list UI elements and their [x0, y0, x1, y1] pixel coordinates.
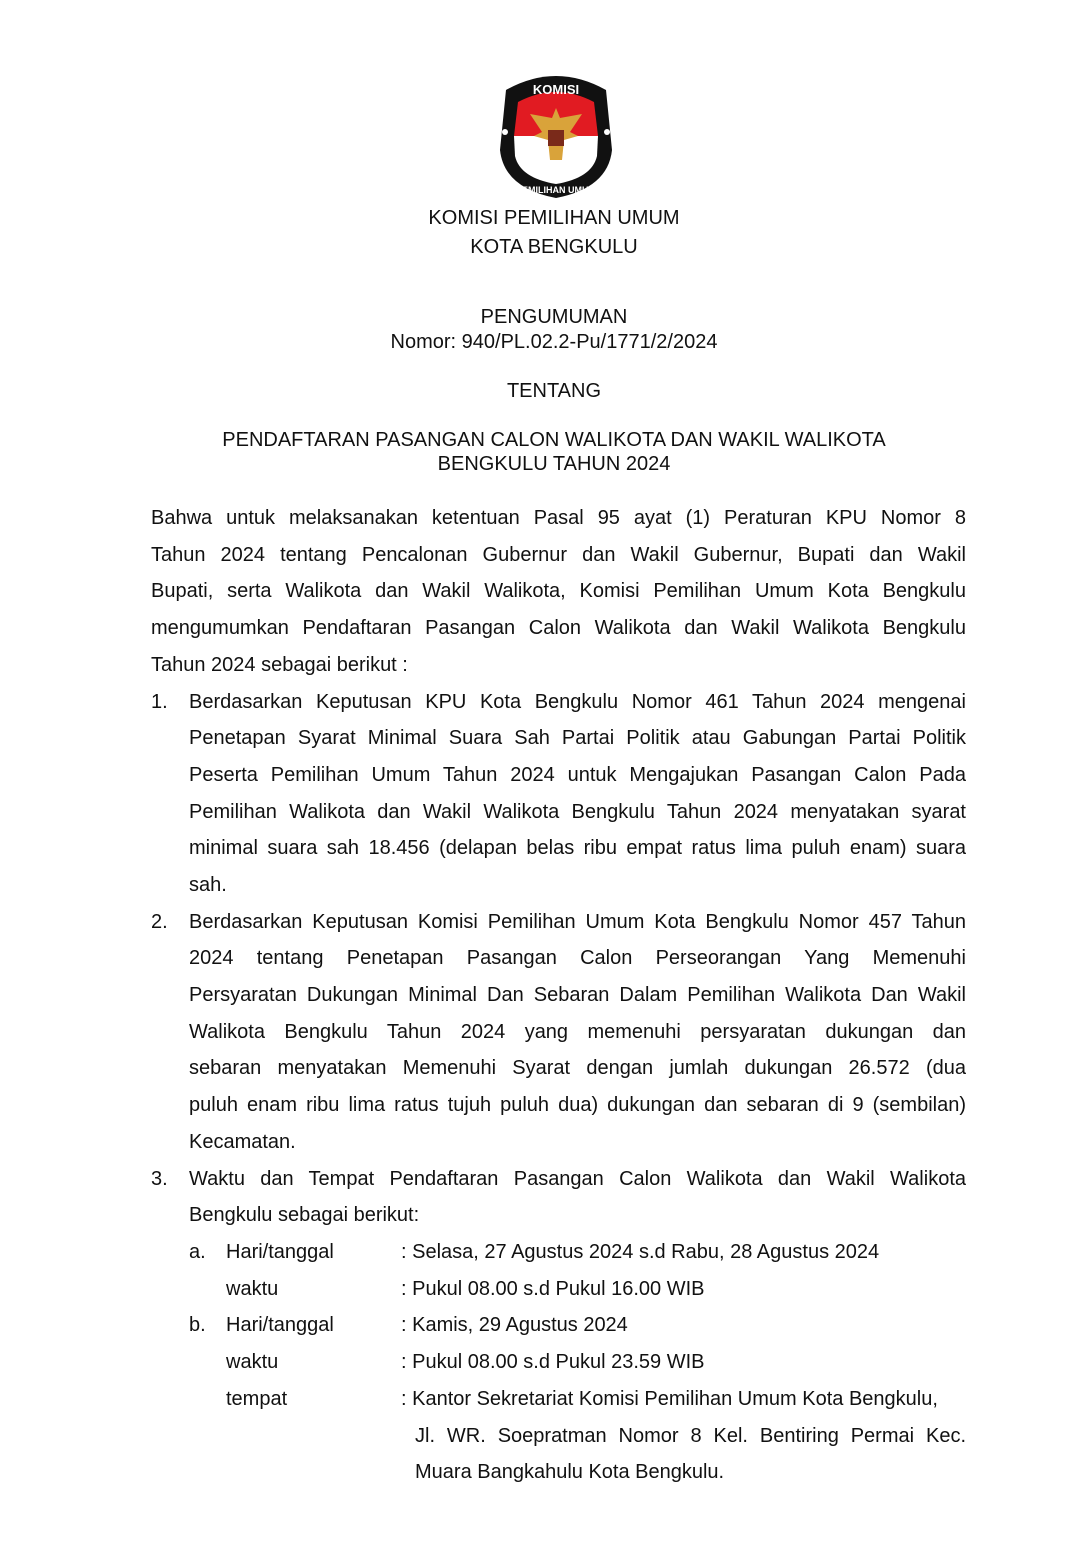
doc-subject-line-2: BENGKULU TAHUN 2024 [437, 453, 671, 475]
text-line: sebaran menyatakan Memenuhi Syarat dengan jumlah dukungan 26.572 (dua [189, 1057, 966, 1080]
schedule-label: tempat [226, 1387, 288, 1410]
schedule-label: waktu [226, 1277, 279, 1300]
schedule-value: : Pukul 08.00 s.d Pukul 23.59 WIB [401, 1351, 705, 1374]
text-line: Pemilihan Walikota dan Wakil Walikota Bengkulu Tahun 2024 menyatakan syarat [189, 800, 966, 823]
schedule-label: Hari/tanggal [226, 1241, 334, 1263]
text-line: Jl. WR. Soepratman Nomor 8 Kel. Bentiring Permai Kec. [415, 1424, 966, 1447]
list-item-2 [189, 904, 966, 1161]
intro-paragraph [151, 500, 966, 683]
doc-subject-line-1: PENDAFTARAN PASANGAN CALON WALIKOTA DAN WAKIL WALIKOTA [222, 429, 886, 451]
text-line: Penetapan Syarat Minimal Suara Sah Partai Politik atau Gabungan Partai Politik [189, 727, 966, 750]
text-line: Muara Bangkahulu Kota Bengkulu. [415, 1461, 725, 1484]
schedule-value: : Pukul 08.00 s.d Pukul 16.00 WIB [401, 1277, 705, 1300]
text-line: Persyaratan Dukungan Minimal Dan Sebaran Dalam Pemilihan Walikota Dan Wakil [189, 984, 966, 1007]
list-item-1 [189, 684, 966, 904]
text-line: Walikota Bengkulu Tahun 2024 yang memenuhi persyaratan dukungan dan [189, 1020, 966, 1043]
svg-text:PEMILIHAN UMUM: PEMILIHAN UMUM [516, 185, 596, 195]
kpu-logo [496, 70, 616, 200]
doc-type: PENGUMUMAN [480, 306, 628, 328]
text-line: Bahwa untuk melaksanakan ketentuan Pasal 95 ayat (1) Peraturan KPU Nomor 8 [151, 507, 966, 529]
text-line: Kecamatan. [189, 1130, 296, 1153]
text-line: mengumumkan Pendaftaran Pasangan Calon Walikota dan Wakil Walikota Bengkulu [151, 617, 966, 640]
text-line: Bupati, serta Walikota dan Wakil Walikota, Komisi Pemilihan Umum Kota Bengkulu [151, 580, 966, 603]
list-item-3 [189, 1161, 966, 1234]
text-line: Tahun 2024 tentang Pencalonan Gubernur dan Wakil Gubernur, Bupati dan Wakil [151, 543, 966, 566]
text-line: Tahun 2024 sebagai berikut : [151, 653, 408, 676]
text-line: Peserta Pemilihan Umum Tahun 2024 untuk Mengajukan Pasangan Calon Pada [189, 763, 966, 786]
text-line: Berdasarkan Keputusan KPU Kota Bengkulu Nomor 461 Tahun 2024 mengenai [189, 690, 966, 713]
text-line: Waktu dan Tempat Pendaftaran Pasangan Calon Walikota dan Wakil Walikota [189, 1167, 966, 1190]
list-number: 1. [151, 690, 168, 713]
list-number: 2. [151, 910, 168, 933]
schedule-value: : Kamis, 29 Agustus 2024 [401, 1314, 628, 1337]
text-line: sah. [189, 873, 227, 896]
doc-number: Nomor: 940/PL.02.2-Pu/1771/2/2024 [390, 331, 718, 353]
schedule-value: : Kantor Sekretariat Komisi Pemilihan Umum Kota Bengkulu, [401, 1387, 938, 1410]
svg-text:KOMISI: KOMISI [532, 82, 580, 97]
org-name: KOMISI PEMILIHAN UMUM [428, 207, 680, 229]
schedule-value: : Selasa, 27 Agustus 2024 s.d Rabu, 28 Agustus 2024 [401, 1241, 880, 1263]
place-address [415, 1418, 966, 1491]
text-line: 2024 tentang Penetapan Pasangan Calon Perseorangan Yang Memenuhi [189, 947, 966, 970]
list-number: 3. [151, 1167, 168, 1190]
org-city: KOTA BENGKULU [470, 236, 638, 258]
text-line: puluh enam ribu lima ratus tujuh puluh dua) dukungan dan sebaran di 9 (sembilan) [189, 1094, 966, 1117]
schedule-letter: b. [189, 1314, 206, 1337]
schedule-letter: a. [189, 1241, 206, 1263]
text-line: Bengkulu sebagai berikut: [189, 1204, 420, 1227]
schedule-label: waktu [226, 1351, 279, 1374]
text-line: Berdasarkan Keputusan Komisi Pemilihan Umum Kota Bengkulu Nomor 457 Tahun [189, 910, 966, 933]
doc-about: TENTANG [506, 380, 602, 402]
schedule-label: Hari/tanggal [226, 1314, 334, 1337]
text-line: minimal suara sah 18.456 (delapan belas ribu empat ratus lima puluh enam) suara [189, 837, 966, 860]
